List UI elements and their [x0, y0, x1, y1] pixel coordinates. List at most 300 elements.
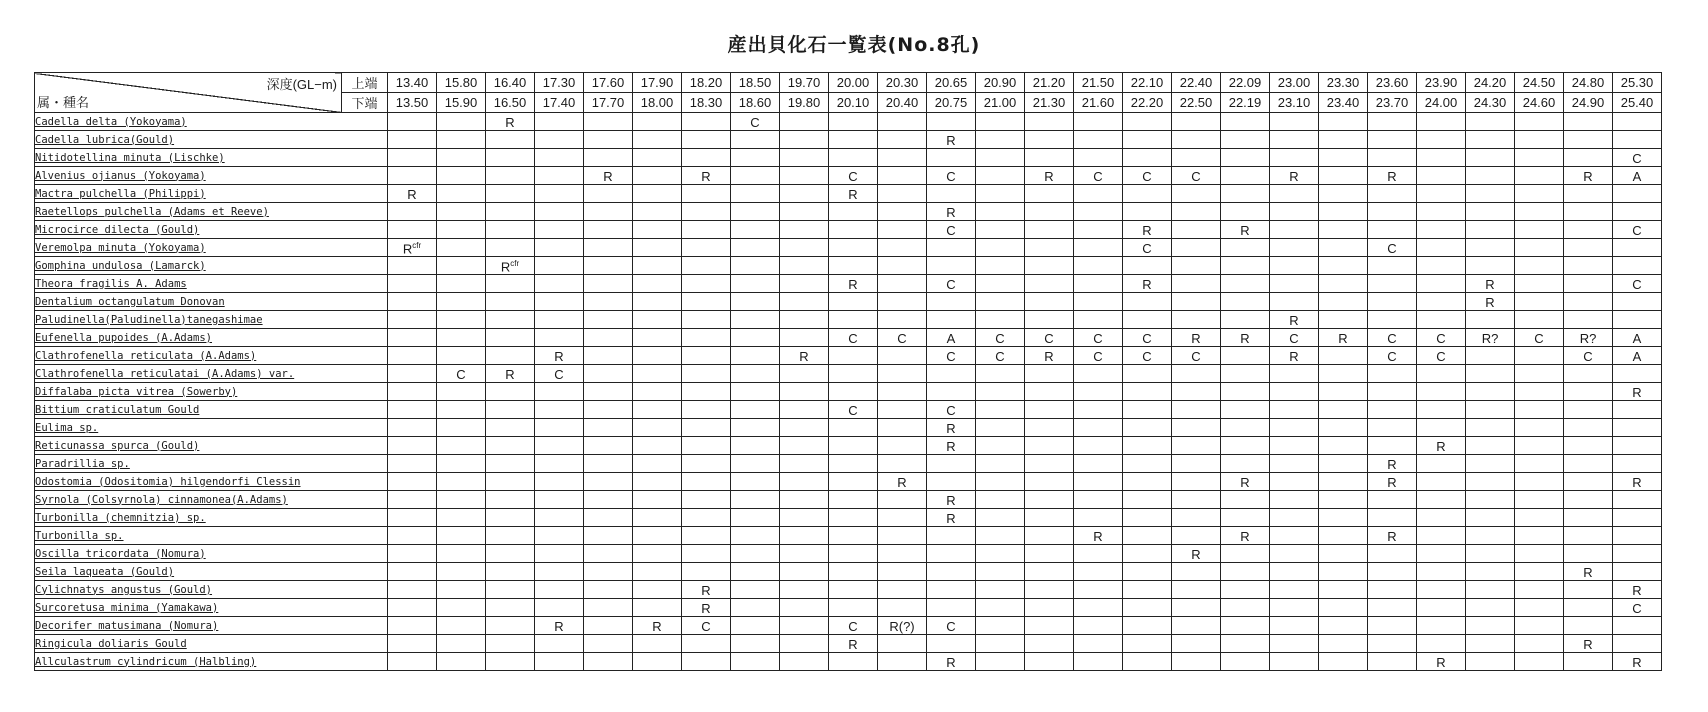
- abundance-cell: [486, 149, 535, 167]
- abundance-cell: [1025, 365, 1074, 383]
- depth-bottom-22: 24.30: [1466, 93, 1515, 113]
- species-row: [35, 167, 1662, 185]
- abundance-cell: [829, 545, 878, 563]
- depth-top-2: 16.40: [486, 73, 535, 93]
- species-row: [35, 365, 1662, 383]
- abundance-cell: [1221, 545, 1270, 563]
- abundance-cell: [780, 203, 829, 221]
- abundance-cell: [388, 401, 437, 419]
- abundance-cell: [780, 113, 829, 131]
- abundance-value: R: [1632, 583, 1642, 598]
- abundance-cell: [1319, 293, 1368, 311]
- abundance-cell: [780, 185, 829, 203]
- abundance-cell: [1074, 581, 1123, 599]
- depth-bottom-9: 20.10: [829, 93, 878, 113]
- abundance-cell: [1074, 275, 1123, 293]
- species-name: Gomphina undulosa (Lamarck): [35, 257, 388, 275]
- abundance-cell: [535, 257, 584, 275]
- depth-bottom-18: 23.10: [1270, 93, 1319, 113]
- abundance-cell: [731, 653, 780, 671]
- abundance-cell: [1368, 473, 1417, 491]
- depth-bottom-3: 17.40: [535, 93, 584, 113]
- abundance-cell: [1613, 419, 1662, 437]
- abundance-cell: [927, 311, 976, 329]
- abundance-cell: [878, 185, 927, 203]
- abundance-cell: [1564, 113, 1613, 131]
- abundance-value: R: [1142, 277, 1152, 292]
- abundance-value: R: [1583, 565, 1593, 580]
- abundance-cell: [633, 365, 682, 383]
- abundance-cell: [388, 437, 437, 455]
- abundance-cell: [1270, 293, 1319, 311]
- abundance-cell: [1123, 545, 1172, 563]
- abundance-value: C: [897, 331, 907, 346]
- abundance-cell: [1417, 329, 1466, 347]
- abundance-cell: [1270, 545, 1319, 563]
- abundance-cell: [878, 617, 927, 635]
- abundance-value: C: [848, 169, 858, 184]
- abundance-value: R: [1289, 313, 1299, 328]
- abundance-cell: [1221, 419, 1270, 437]
- abundance-cell: [633, 509, 682, 527]
- abundance-cell: [633, 293, 682, 311]
- abundance-cell: [388, 203, 437, 221]
- abundance-cell: [1172, 653, 1221, 671]
- abundance-cell: [1515, 149, 1564, 167]
- abundance-cell: [486, 365, 535, 383]
- abundance-value: C: [946, 619, 956, 634]
- abundance-cell: [1319, 131, 1368, 149]
- abundance-cell: [1564, 347, 1613, 365]
- abundance-cell: [1564, 203, 1613, 221]
- abundance-cell: [1564, 491, 1613, 509]
- abundance-cell: [1368, 185, 1417, 203]
- abundance-cell: [731, 131, 780, 149]
- abundance-cell: [1368, 329, 1417, 347]
- abundance-cell: [1123, 527, 1172, 545]
- abundance-cell: [1613, 563, 1662, 581]
- abundance-cell: [486, 293, 535, 311]
- abundance-cell: [731, 491, 780, 509]
- abundance-cell: [878, 491, 927, 509]
- abundance-value: C: [1583, 349, 1593, 364]
- depth-top-7: 18.50: [731, 73, 780, 93]
- abundance-cell: [927, 149, 976, 167]
- abundance-cell: [1074, 635, 1123, 653]
- depth-top-9: 20.00: [829, 73, 878, 93]
- abundance-value: C: [946, 403, 956, 418]
- abundance-cell: [437, 167, 486, 185]
- abundance-cell: [1172, 293, 1221, 311]
- abundance-cell: [1466, 545, 1515, 563]
- abundance-cell: [388, 167, 437, 185]
- abundance-cell: [535, 383, 584, 401]
- abundance-cell: [829, 563, 878, 581]
- abundance-cell: [1270, 203, 1319, 221]
- abundance-cell: [486, 527, 535, 545]
- abundance-cell: [1074, 347, 1123, 365]
- abundance-cell: [1270, 473, 1319, 491]
- species-name: Microcirce dilecta (Gould): [35, 221, 388, 239]
- abundance-cell: [780, 581, 829, 599]
- abundance-cell: [1319, 365, 1368, 383]
- abundance-cell: [976, 365, 1025, 383]
- abundance-cell: [1123, 635, 1172, 653]
- abundance-cell: [1564, 311, 1613, 329]
- abundance-cell: [829, 275, 878, 293]
- abundance-cell: [1417, 311, 1466, 329]
- abundance-cell: [1172, 365, 1221, 383]
- abundance-cell: [1417, 599, 1466, 617]
- abundance-cell: [1564, 185, 1613, 203]
- abundance-cell: [1368, 437, 1417, 455]
- abundance-cell: [486, 455, 535, 473]
- depth-bottom-1: 15.90: [437, 93, 486, 113]
- species-name: Eufenella pupoides (A.Adams): [35, 329, 388, 347]
- abundance-cell: [976, 311, 1025, 329]
- abundance-cell: [1515, 563, 1564, 581]
- abundance-cell: [780, 527, 829, 545]
- abundance-cell: [731, 293, 780, 311]
- abundance-cell: [633, 239, 682, 257]
- lower-label: 下端: [342, 93, 388, 113]
- abundance-cell: [388, 221, 437, 239]
- abundance-cell: [1466, 437, 1515, 455]
- abundance-cell: [1515, 383, 1564, 401]
- abundance-cell: [780, 419, 829, 437]
- abundance-cell: [388, 473, 437, 491]
- depth-top-14: 21.50: [1074, 73, 1123, 93]
- abundance-cell: [878, 221, 927, 239]
- abundance-cell: [682, 383, 731, 401]
- abundance-cell: [1466, 581, 1515, 599]
- abundance-cell: [535, 491, 584, 509]
- abundance-cell: [1613, 275, 1662, 293]
- abundance-cell: [1613, 545, 1662, 563]
- abundance-cell: [927, 347, 976, 365]
- abundance-cell: [1613, 167, 1662, 185]
- species-name: Decorifer matusimana (Nomura): [35, 617, 388, 635]
- species-name: Paradrillia sp.: [35, 455, 388, 473]
- species-row: [35, 527, 1662, 545]
- abundance-cell: [731, 383, 780, 401]
- abundance-cell: [1221, 581, 1270, 599]
- abundance-value: R: [603, 169, 613, 184]
- abundance-cell: [535, 455, 584, 473]
- species-row: [35, 275, 1662, 293]
- abundance-value: R: [1289, 169, 1299, 184]
- abundance-cell: [1025, 383, 1074, 401]
- abundance-cell: [1564, 167, 1613, 185]
- abundance-cell: [437, 617, 486, 635]
- abundance-cell: [1270, 599, 1319, 617]
- abundance-cell: [1466, 185, 1515, 203]
- depth-top-16: 22.40: [1172, 73, 1221, 93]
- abundance-cell: [584, 275, 633, 293]
- abundance-cell: [1515, 113, 1564, 131]
- abundance-cell: [1515, 203, 1564, 221]
- abundance-cell: [1025, 509, 1074, 527]
- abundance-cell: [1123, 185, 1172, 203]
- abundance-value: R: [1240, 223, 1250, 238]
- abundance-cell: [535, 167, 584, 185]
- abundance-cell: [633, 113, 682, 131]
- abundance-cell: [1319, 563, 1368, 581]
- abundance-value: R: [652, 619, 662, 634]
- species-label: 属・種名: [37, 96, 90, 111]
- abundance-cell: [780, 491, 829, 509]
- abundance-cell: [1221, 257, 1270, 275]
- abundance-value: C: [848, 403, 858, 418]
- abundance-cell: [829, 365, 878, 383]
- abundance-cell: [1319, 455, 1368, 473]
- abundance-value: C: [946, 277, 956, 292]
- abundance-cell: [927, 329, 976, 347]
- abundance-cell: [1221, 617, 1270, 635]
- abundance-cell: [829, 203, 878, 221]
- abundance-cell: [878, 635, 927, 653]
- abundance-cell: [878, 545, 927, 563]
- abundance-cell: [388, 635, 437, 653]
- abundance-cell: [731, 311, 780, 329]
- species-name: Raetellops pulchella (Adams et Reeve): [35, 203, 388, 221]
- abundance-cell: [976, 437, 1025, 455]
- abundance-cell: [584, 419, 633, 437]
- abundance-cell: [633, 437, 682, 455]
- abundance-value: R: [946, 205, 956, 220]
- abundance-cell: [1123, 383, 1172, 401]
- abundance-cell: [878, 419, 927, 437]
- abundance-cell: [1172, 113, 1221, 131]
- abundance-cell: [731, 545, 780, 563]
- abundance-cell: [1074, 419, 1123, 437]
- abundance-cell: [535, 239, 584, 257]
- abundance-cell: [1564, 581, 1613, 599]
- abundance-cell: [976, 257, 1025, 275]
- abundance-cell: [1417, 113, 1466, 131]
- abundance-cell: [878, 563, 927, 581]
- abundance-cell: [1368, 203, 1417, 221]
- abundance-value: C: [701, 619, 711, 634]
- abundance-cell: [682, 257, 731, 275]
- abundance-cell: [486, 383, 535, 401]
- abundance-cell: [1613, 455, 1662, 473]
- abundance-cell: [878, 581, 927, 599]
- species-name: Diffalaba picta vitrea (Sowerby): [35, 383, 388, 401]
- abundance-cell: [927, 275, 976, 293]
- abundance-cell: [584, 545, 633, 563]
- abundance-cell: [1515, 653, 1564, 671]
- abundance-cell: [1074, 455, 1123, 473]
- abundance-cell: [1221, 239, 1270, 257]
- abundance-cell: [584, 635, 633, 653]
- abundance-value: R: [799, 349, 809, 364]
- abundance-cell: [1025, 113, 1074, 131]
- abundance-cell: [1613, 347, 1662, 365]
- abundance-cell: [682, 185, 731, 203]
- abundance-cell: [584, 401, 633, 419]
- abundance-cell: [1123, 131, 1172, 149]
- abundance-cell: [486, 257, 535, 275]
- abundance-cell: [731, 599, 780, 617]
- abundance-cell: [927, 437, 976, 455]
- abundance-cell: [878, 167, 927, 185]
- abundance-value: R: [1632, 655, 1642, 670]
- abundance-cell: [1466, 239, 1515, 257]
- abundance-cell: [1319, 653, 1368, 671]
- abundance-value: R: [1191, 547, 1201, 562]
- abundance-cell: [829, 455, 878, 473]
- abundance-cell: [1515, 419, 1564, 437]
- species-row: [35, 491, 1662, 509]
- abundance-cell: [1466, 617, 1515, 635]
- species-name: Nitidotellina minuta (Lischke): [35, 149, 388, 167]
- abundance-cell: [1466, 635, 1515, 653]
- abundance-cell: [927, 419, 976, 437]
- abundance-cell: [829, 167, 878, 185]
- abundance-cell: [1417, 473, 1466, 491]
- abundance-cell: [1319, 473, 1368, 491]
- abundance-cell: [1515, 509, 1564, 527]
- abundance-cell: [437, 455, 486, 473]
- depth-top-10: 20.30: [878, 73, 927, 93]
- abundance-cell: [535, 149, 584, 167]
- depth-bottom-5: 18.00: [633, 93, 682, 113]
- abundance-cell: [1221, 311, 1270, 329]
- species-row: [35, 653, 1662, 671]
- abundance-cell: [535, 347, 584, 365]
- abundance-cell: [1417, 239, 1466, 257]
- abundance-cell: [1466, 329, 1515, 347]
- depth-bottom-16: 22.50: [1172, 93, 1221, 113]
- abundance-cell: [584, 293, 633, 311]
- abundance-cell: [1025, 437, 1074, 455]
- abundance-value: R: [946, 421, 956, 436]
- abundance-cell: [682, 293, 731, 311]
- abundance-cell: [682, 635, 731, 653]
- abundance-cell: [437, 581, 486, 599]
- abundance-cell: [437, 599, 486, 617]
- abundance-cell: [388, 257, 437, 275]
- abundance-cell: [437, 545, 486, 563]
- species-row: [35, 347, 1662, 365]
- abundance-cell: [1466, 383, 1515, 401]
- abundance-cell: [927, 527, 976, 545]
- abundance-cell: [1172, 203, 1221, 221]
- abundance-cell: [878, 383, 927, 401]
- species-row: [35, 149, 1662, 167]
- abundance-cell: [927, 383, 976, 401]
- abundance-cell: [1221, 131, 1270, 149]
- abundance-cell: [388, 329, 437, 347]
- abundance-cell: [437, 257, 486, 275]
- abundance-cell: [1613, 509, 1662, 527]
- abundance-cell: [633, 347, 682, 365]
- abundance-cell: [1172, 275, 1221, 293]
- abundance-cell: [682, 221, 731, 239]
- abundance-cell: [1417, 275, 1466, 293]
- abundance-cell: [1417, 365, 1466, 383]
- abundance-cell: [1270, 365, 1319, 383]
- abundance-cell: [1221, 185, 1270, 203]
- abundance-cell: [1564, 149, 1613, 167]
- abundance-cell: [1417, 527, 1466, 545]
- abundance-cell: [731, 149, 780, 167]
- depth-bottom-12: 21.00: [976, 93, 1025, 113]
- abundance-cell: [1074, 437, 1123, 455]
- abundance-cell: [584, 347, 633, 365]
- abundance-value: R: [848, 277, 858, 292]
- abundance-cell: [1319, 401, 1368, 419]
- abundance-cell: [1613, 131, 1662, 149]
- abundance-cell: [1515, 329, 1564, 347]
- abundance-cell: [1417, 167, 1466, 185]
- abundance-cell: [878, 653, 927, 671]
- abundance-cell: [1466, 473, 1515, 491]
- abundance-cell: [1515, 455, 1564, 473]
- abundance-cell: [1025, 617, 1074, 635]
- abundance-cell: [878, 599, 927, 617]
- abundance-cell: [1564, 419, 1613, 437]
- abundance-cell: [584, 167, 633, 185]
- abundance-cell: [1172, 329, 1221, 347]
- abundance-cell: [1368, 617, 1417, 635]
- abundance-cell: [878, 473, 927, 491]
- abundance-cell: [584, 527, 633, 545]
- abundance-cell: [1368, 347, 1417, 365]
- abundance-cell: [1564, 383, 1613, 401]
- species-name: Allculastrum cylindricum (Halbling): [35, 653, 388, 671]
- abundance-cell: [927, 257, 976, 275]
- abundance-cell: [878, 149, 927, 167]
- abundance-cell: [829, 437, 878, 455]
- abundance-cell: [1221, 221, 1270, 239]
- abundance-cell: [682, 437, 731, 455]
- abundance-cell: [1368, 527, 1417, 545]
- abundance-cell: [1368, 239, 1417, 257]
- abundance-value: R: [1044, 169, 1054, 184]
- abundance-cell: [1172, 131, 1221, 149]
- abundance-cell: [1368, 563, 1417, 581]
- abundance-cell: [1466, 275, 1515, 293]
- species-name: Surcoretusa minima (Yamakawa): [35, 599, 388, 617]
- abundance-cell: [388, 563, 437, 581]
- abundance-value: R: [1142, 223, 1152, 238]
- abundance-cell: [1074, 383, 1123, 401]
- abundance-cell: [1025, 599, 1074, 617]
- abundance-cell: [1368, 653, 1417, 671]
- abundance-cell: [1270, 437, 1319, 455]
- abundance-cell: [976, 455, 1025, 473]
- abundance-cell: [1613, 185, 1662, 203]
- abundance-value: R: [946, 655, 956, 670]
- abundance-cell: [1221, 293, 1270, 311]
- abundance-cell: [1319, 167, 1368, 185]
- abundance-cell: [731, 437, 780, 455]
- abundance-cell: [1221, 113, 1270, 131]
- abundance-value: R: [554, 619, 564, 634]
- abundance-cell: [1074, 473, 1123, 491]
- abundance-cell: [1074, 653, 1123, 671]
- abundance-cell: [437, 239, 486, 257]
- abundance-cell: [1270, 329, 1319, 347]
- abundance-cell: [780, 437, 829, 455]
- abundance-cell: [1221, 275, 1270, 293]
- abundance-cell: [682, 347, 731, 365]
- abundance-value: C: [1191, 349, 1201, 364]
- abundance-cell: [584, 617, 633, 635]
- abundance-cell: [1172, 563, 1221, 581]
